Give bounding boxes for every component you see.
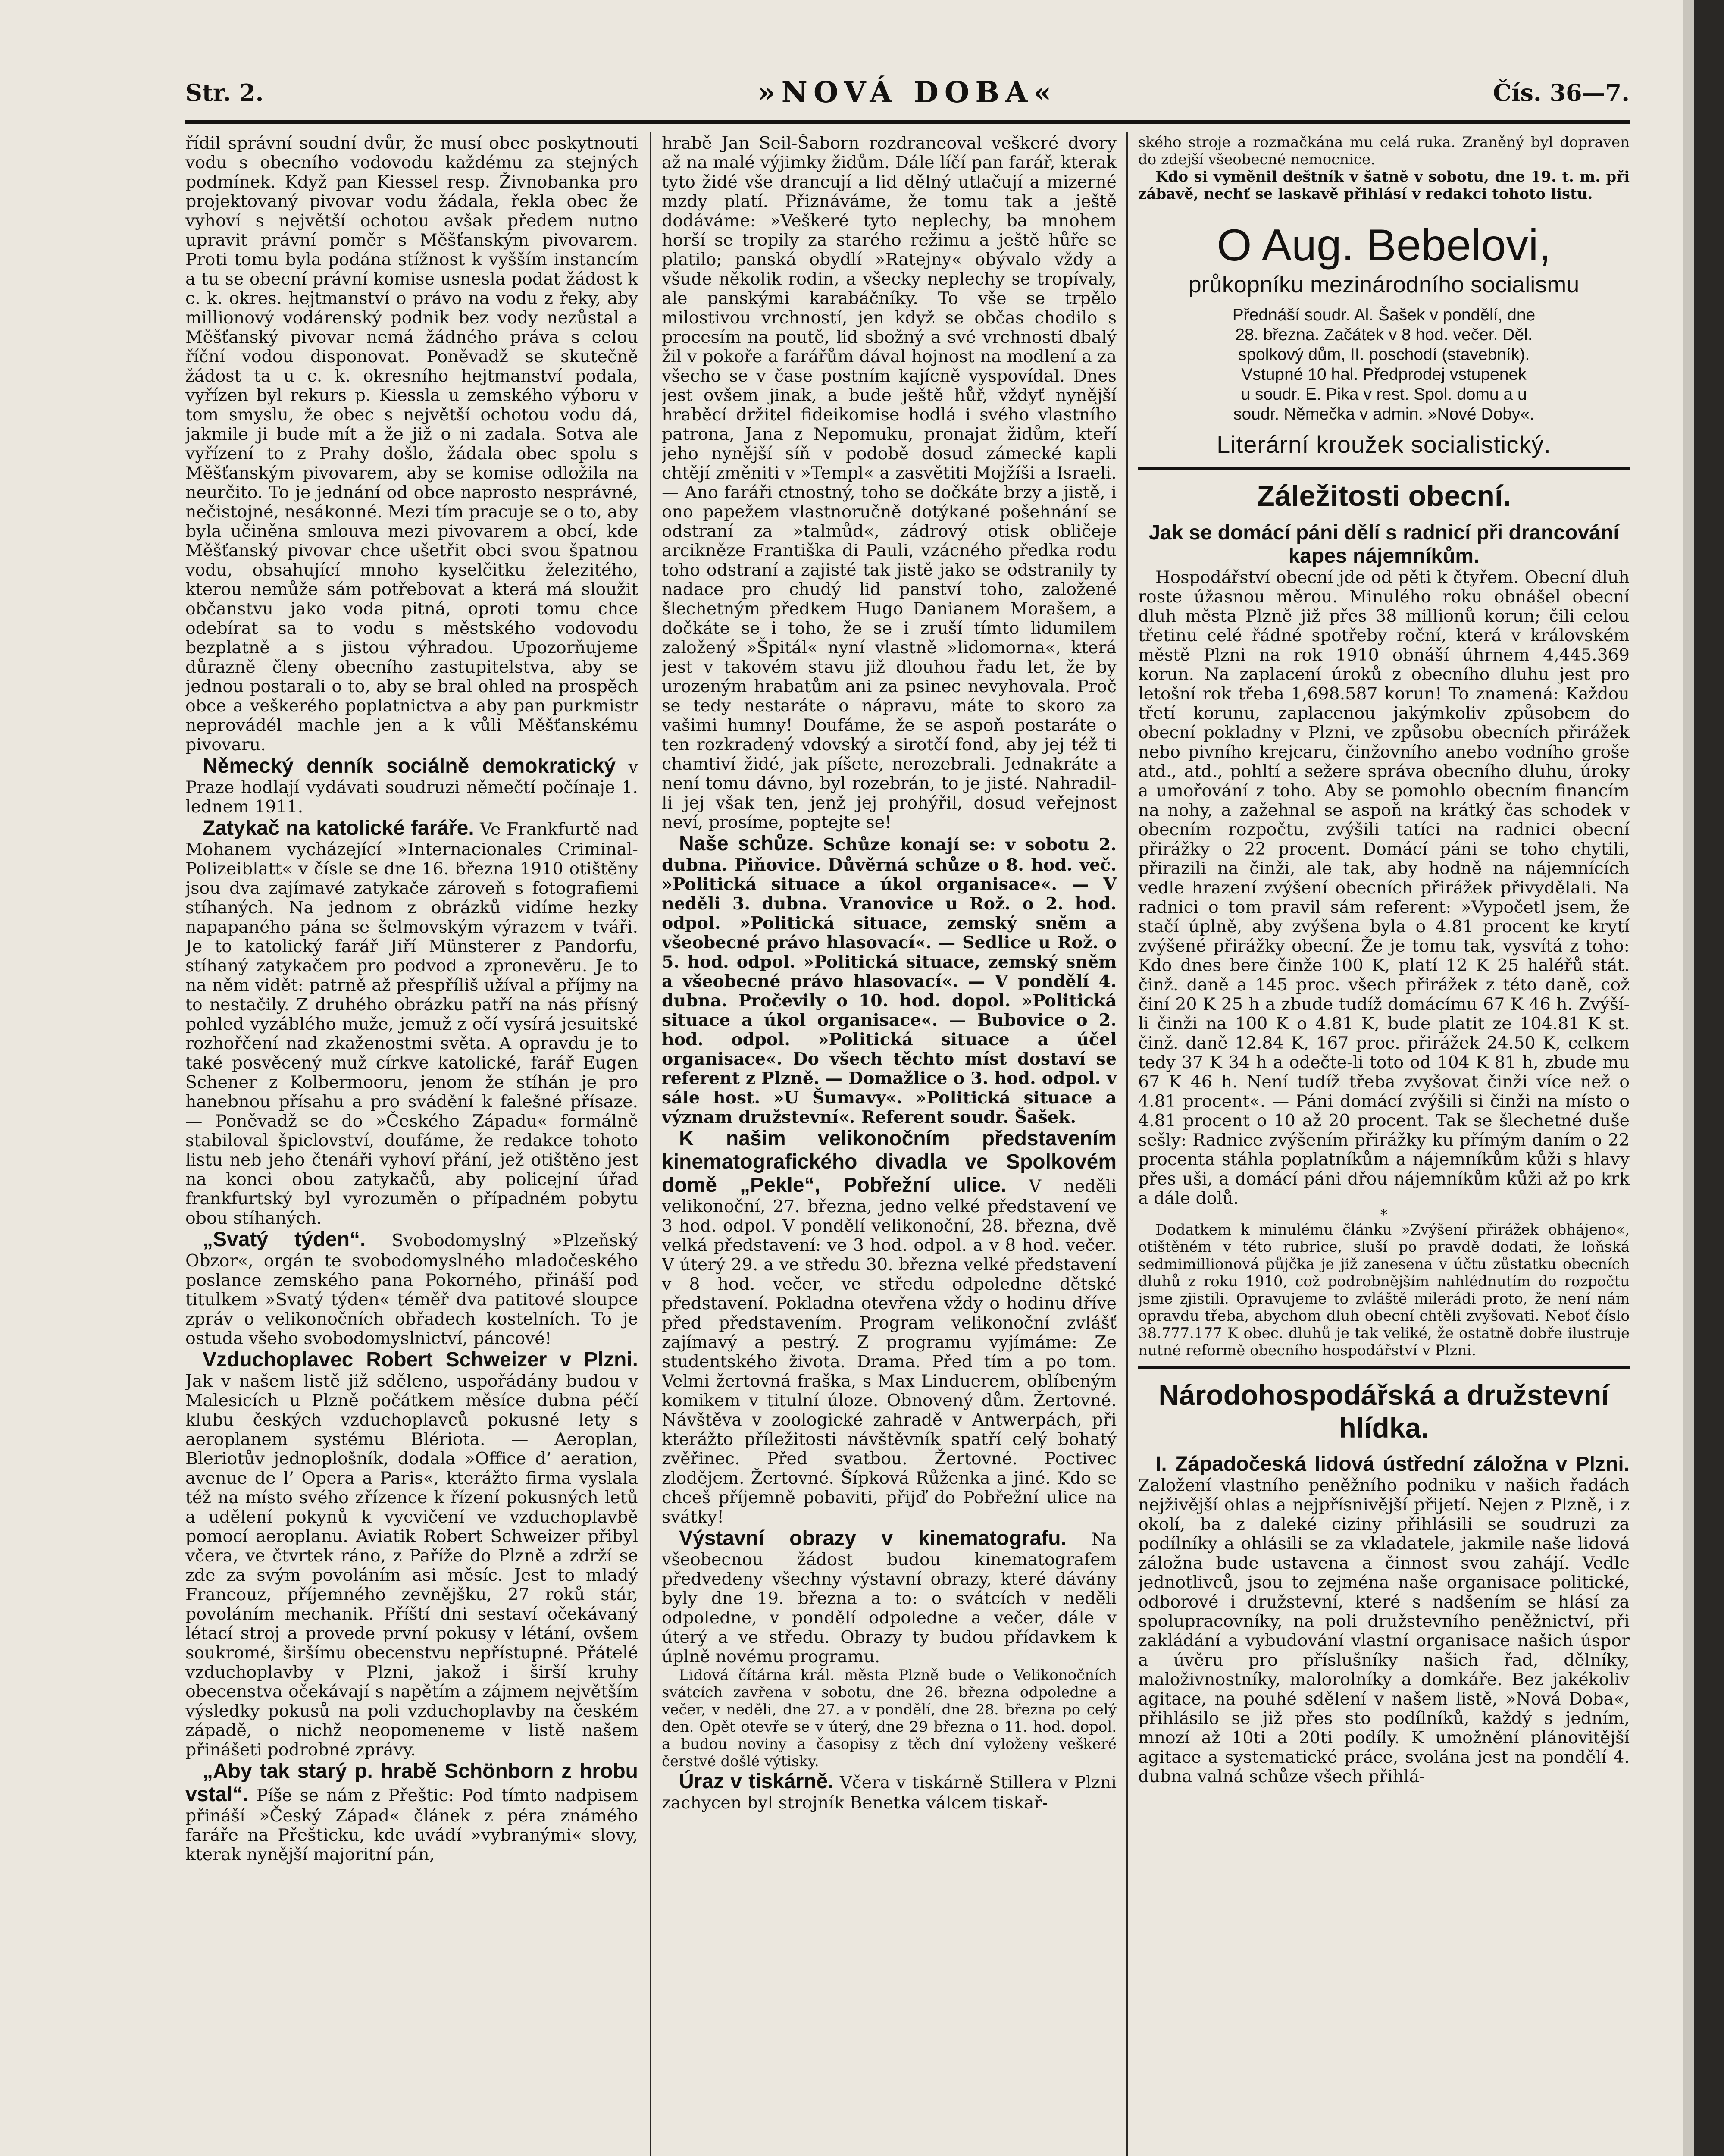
- article-schonborn-continued: hrabě Jan Seil-Šaborn rozdraneoval veškeré dvory až na malé výjimky židům. Dále líčí pan farář, kterak tyto židé vše drancují a lid dělný utlačují a mizerné mzdy platí. Přiznáváme, že tomu tak a ještě dodáváme: »Veškeré tyto neplechy, ba mnohem horší se tropily za starého režimu a ještě hůře se platilo; panská obydlí »Ratejny« obývalo vždy a všude několik rodin, a všecky neplechy se tropívaly, ale panskými karabáčníky. To vše se trpělo milostivou vrchností, jen když se občas chodilo s procesím na poutě, lid sbožný a své vrchnosti dbalý žil v pokoře a farářům dával hojnost na modlení a za všecho se v čase postním kajícně vyspovídal. Dnes jest ovšem jinak, a bude ještě hůř, vždyť nynější hraběcí držitel fideikomise hodlá i svého vlastního patrona, Jana z Nepomuku, pronajat židům, kteří jeho nynější síň v podobě dosud zámecké kapli chtějí změniti v »Templ« a zasvětiti Mojžíši a Israeli. — Ano faráři ctnostný, toho se dočkáte brzy a jistě, i ono papežem vlastnoručně dotýkané pošehnání se odstraní za »talmůd«, zádrový otisk obličeje arcikněze Františka di Pauli, vzácného předka rodu toho odstraní a zajisté tak jistě jako se odstranily ty nadace pro chudý lid panství toho, založené šlechetným předkem Hugo Danianem Morašem, a dočkáte se i toho, že se i zruší tímto lidumilem založený »Špitál« nyní vlastně »lidomorna«, která jest v takovém stavu již dlouhou řadu let, že by urozeným hrabatům ani za psinec nevyhovala. Proč se tedy nestaráte o nápravu, máte to skoro za vašimi humny! Doufáme, že se aspoň postaráte o ten rozkradený vdovský a sirotčí fond, aby jej též ti chamtiví židé, jak píšete, nerozebrali. Jednakráte a není tomu dávno, byl rozebrán, to je jisté. Nahradil-li jej však ten, jenž jej prohýřil, dosud veřejnost neví, prosíme, poptejte se!: [662, 134, 1117, 832]
- column-divider-2: [1126, 132, 1128, 2156]
- article-meetings-body: Schůze konají se: v sobotu 2. dubna. Piňovice. Důvěrná schůze o 8. hod. več. »Politická situace a úkol organisace«. — V neděli 3. dubna. Vranovice u Rož. o 2. hod. odpol. »Politická situace, zemský sněm a všeobecné právo hlasovací«. — Sedlice u Rož. o 5. hod. odpol. »Politická situace, zemský sněm a všeobecné právo hlasovací«. — V pondělí 4. dubna. Pročevily o 10. hod. dopol. »Politická situace a úkol organisace«. — Bubovice o 2. hod. odpol. »Politická situace a účel organisace«. Do všech těchto míst dostaví se referent z Plzně. — Domažlice o 3. hod. odpol. v sále host. »U Šumavy«. »Politická situace a význam družstevní«. Referent soudr. Šašek.: [662, 835, 1117, 1127]
- article-addendum: Dodatkem k minulému článku »Zvýšení přirážek obhájeno«, otištěném v této rubrice, sluší po pravdě dodati, že loňská sedmimillionová půjčka je již zanesena v účtu zůstatku obecních dluhů z roku 1910, což podrobnějším nahlédnutím do rozpočtu jsme zjistili. Opravujeme to zvláště milerádi proto, že není nám opravdu třeba, abychom dluh obecní chtěli zvyšovati. Neboť číslo 38.777.177 K obec. dluhů je tak veliké, že ostatně dobře ilustruje nutné reformě obecního hospodářství v Plzni.: [1138, 1221, 1630, 1359]
- lecture-advert-line: u soudr. E. Pika v rest. Spol. domu a u: [1241, 385, 1527, 404]
- lecture-advert-line: Vstupné 10 hal. Předprodej vstupenek: [1241, 365, 1527, 384]
- notice-umbrella: Kdo si vyměnil deštník v šatně v sobotu, dne 19. t. m. při zábavě, nechť se laskavě přihlásí v redakci tohoto listu.: [1138, 168, 1630, 203]
- lecture-advert-line: soudr. Němečka v admin. »Nové Doby«.: [1233, 405, 1534, 423]
- lecture-advert-subtitle: průkopníku mezinárodního socialismu: [1188, 272, 1580, 298]
- section-rule: [1138, 1366, 1630, 1369]
- issue-number: Čís. 36—7.: [1492, 79, 1630, 107]
- article-exhibition-body: Na všeobecnou žádost budou kinematografem předvedeny všechny výstavní obrazy, které dávány byly dne 19. března a to: o svátcích v neděli odpoledne, v pondělí odpoledne a večer, dále v úterý a ve středu. Obrazy ty budou přídavkem k úplně novému programu.: [662, 1529, 1117, 1667]
- article-exhibition-pictures: [662, 1527, 1117, 1667]
- article-aviator-heading: Vzduchoplavec Robert Schweizer v Plzni.: [203, 1348, 638, 1371]
- article-savings-bank-heading: I. Západočeská lidová ústřední záložna v Plzni.: [1155, 1453, 1630, 1476]
- article-schonborn-body: Píše se nám z Přeštic: Pod tímto nadpisem přináší »Český Západ« článek z péra známého faráře na Přešticku, kde uvádí »vybranými« slovy, kterak nynější majoritní pán,: [185, 1786, 638, 1865]
- lecture-advert: [1138, 220, 1630, 460]
- article-landlords-body: Hospodářství obecní jde od pěti k čtyřem. Obecní dluh roste úžasnou měrou. Minulého roku obnášel obecní dluh města Plzně již přes 38 millionů korun; čili celou třetinu celé řádné spotřeby roční, která v královském městě Plzni na rok 1910 obnáší úhrnem 4,445.369 korun. Na zaplacení úroků z obecního dluhu jest pro letošní rok třeba 1,698.587 korun! To znamená: Každou třetí korunu, zaplacenou jakýmkoliv způsobem do obecní pokladny v Plzni, ve způsobu obecních přirážek nebo pivního krejcaru, činžovního anebo vodního groše atd., atd., pohltí a sežere správa obecního dluhu, úroky a umořování z toho. Aby se pomohlo obecním financím na nohy, a zažehnal se aspoň na krátký čas schodek v obecním rozpočtu, zvýšili tatíci na radnici obecní přirážky o 22 procent. Domácí páni se toho chytili, přirazili na činži, ale tak, aby hodně na nájemnících vedle hrazení zvýšení obecních přirážek přivydělali. Na radnici o tom pravil sám referent: »Vypočetl jsem, že stačí úplně, aby zvýšena byla o 4.81 procent ke krytí zvýšené přirážky obecní. Že je tomu tak, vysvítá z toho: Kdo dnes bere činže 100 K, platí 12 K 25 haléřů stát. činž. daně a 145 proc. všech přirážek z této daně, což činí 20 K 25 h a zbude tudíž domácímu 67 K 46 h. Zvýší-li činži na 100 K o 4.81 K, bude platit ze 104.81 K st. činž. daně 12.84 K, 167 proc. přirážek 24.50 K, celkem tedy 37 K 34 h a odečte-li toto od 104 K 81 h, zbude mu 67 K 46 h. Není tudíž třeba zvyšovat činži více než o 4.81 procent«. — Páni domácí zvýšili si činži na místo o 4.81 procent o 10 až 20 procent. Tak se šlechetné duše sešly: Radnice zvýšením přirážky ku přímým daním o 22 procenta stáhla poplatníkům a nájemníkům kůži s hlavy přes uši, a domácí páni dřou nájemníkům kůži až po krk a dále dolů.: [1138, 567, 1630, 1208]
- article-aviator-body: Jak v našem listě již sděleno, uspořádány budou v Malesicích u Plzně počátkem měsíce dubna péčí klubu českých vzduchoplavců pokusné lety s aeroplanem systému Blériota. — Aeroplan, Bleriotův jednoplošník, dodala »Office d’ aeration, avenue de l’ Opera a Paris«, kterážto firma vyslala též na místo svého zřízence k řízení pokusných letů a udělení pokynů k vycvičení ve vzduchoplavbě pomocí aeroplanu. Aviatik Robert Schweizer přibyl včera, ve čtvrtek ráno, z Paříže do Plzně a zdrží se zde za svým povoláním asi měsíc. Jest to mladý Francouz, příjemného zevnějšku, 27 roků stár, povoláním mechanik. Příští dni sestaví očekávaný létací stroj a provede první pokusy v létání, ovšem soukromé, širšímu obecenstvu nepřístupné. Přátelé vzduchoplavby v Plzni, jakož i širší kruhy obecenstva očekávají s napětím a zájmem největším výsledky pokusů na poli vzduchoplavby na českém západě, o nichž neopomeneme v listě našem přinášeti podrobné zprávy.: [185, 1371, 638, 1760]
- article-accident-heading: Úraz v tiskárně.: [679, 1770, 834, 1793]
- column-1: [185, 134, 638, 2156]
- article-savings-bank-body: Založení vlastního peněžního podniku v našich řadách nejživější ohlas a nejpřísnivější přijetí. Nejen z Plzně, i z okolí, ba z daleké ciziny přihlásili se soudruzi za podílníky a ohlásili se za vkladatele, jakmile naše lidová záložna bude ustavena a činnost svou zahájí. Vedle jednotlivců, jsou to zejména naše organisace politické, odborové i družstevní, které s nadšením se hlásí za spolupracovníky, na poli družstevního peněžnictví, při zakládání a vybudování vlastní organisace našich úspor a úvěru pro příslušníky našich řad, dělníky, maloživnostníky, malorolníky a domkáře. Bez jakékoliv agitace, na pouhé sdělení v našem listě, »Nová Doba«, přihlásilo se již přes sto podílníků, každý s jedním, mnozí až 10ti a 20ti podíly. K umožnění plánovitější agitace a systematické práce, svolána jest na pondělí 4. dubna valná schůze všech přihlá-: [1138, 1476, 1630, 1786]
- page-number: Str. 2.: [185, 79, 264, 107]
- article-schonborn: [185, 1760, 638, 1865]
- article-german-daily-heading: Německý denník sociálně demokratický: [203, 755, 616, 777]
- article-warrant-body: Ve Frankfurtě nad Mohanem vycházející »Internacionales Criminal-Polizeiblatt« v čísle se dne 16. března 1910 otištěny jsou dva zajímavé zatykače zároveň s fotografiemi stíhaných. Na jednom z obrázků vidíme hezky napapaného pána se šelmovským výrazem v tváři. Je to katolický farář Jiří Münsterer z Pandorfu, stíhaný zatykačem pro podvod a zpronevěru. Je to na něm vidět: patrně až přespříliš užíval a příjmy na to nestačily. Z druhého obrázku patří na nás přísný pohled vyzáblého muže, jemuž z očí vysírá jesuitské rozhořčení nad zkaženostmi světa. A opravdu je to také posvěcený muž církve katolické, farář Eugen Schener z Kolbermooru, jenom že stíhán je pro hanebnou přísahu a pro svádění k falešné přísaze. — Poněvadž se do »Českého Západu« formálně stabiloval špiclovství, doufáme, že redakce tohoto listu neb jeho čtenáři vyhoví přání, jež otištěno jest na konci obou zatykačů, aby policejní úřad frankfurtský byl vyrozuměn o případném pobytu obou stíhaných.: [185, 819, 638, 1228]
- article-cinema-body: V neděli velikonoční, 27. března, jedno velké představení ve 3 hod. odpol. V pondělí velikonoční, 28. března, dvě velká představení: ve 3 hod. odpol. a v 8 hod. večer. V úterý 29. a ve středu 30. března velké představení v 8 hod. večer, ve středu odpoledne dětské představení. Pokladna otevřena vždy o hodinu dříve před představením. Program velikonoční zvlášť zajímavý a pestrý. Z programu vyjímáme: Ze studentského života. Drama. Před tím a po tom. Velmi žertovná fraška, s Max Linduerem, oblíbeným komikem v titulní úloze. Obnovený dům. Žertovné. Návštěva v zoologické zahradě v Antwerpách, při kterážto příležitosti návštěvník spatří celý bohatý zvěřinec. Před svatbou. Žertovné. Poctivec zlodějem. Žertovné. Šípková Růženka a jiné. Kdo se chceš příjemně pobaviti, přijď do Pobřežní ulice na svátky!: [662, 1176, 1117, 1527]
- article-reading-room: Lidová čítárna král. města Plzně bude o Velikonočních svátcích zavřena v sobotu, dne 26. března odpoledne a večer, v neděli, dne 27. a v pondělí, dne 28. března po celý den. Opět otevře se v úterý, dne 29 března o 11. hod. dopol. a budou noviny a časopisy z těch dní vyloženy veškeré čerstvé došlé výtisky.: [662, 1667, 1117, 1770]
- article-schonborn-heading: „Aby tak starý p. hrabě Schönborn z hrobu vstal“.: [185, 1760, 638, 1806]
- header-rule: [185, 120, 1630, 124]
- lecture-advert-line: spolkový dům, II. poschodí (stavebník).: [1238, 345, 1530, 364]
- lecture-advert-line: Přednáší soudr. Al. Šašek v pondělí, dne: [1232, 306, 1536, 324]
- article-landlords-heading-wrap: [1138, 521, 1630, 568]
- separator-star: *: [1380, 1206, 1387, 1223]
- column-divider-1: [650, 132, 651, 2156]
- article-cinema-heading: K našim velikonočním představením kinematografického divadla ve Spolkovém domě „Pekle“, Pobřežní ulice.: [662, 1127, 1117, 1197]
- article-warrant-heading: Zatykač na katolické faráře.: [203, 817, 474, 840]
- article-holy-week-heading: „Svatý týden“.: [203, 1228, 366, 1251]
- article-german-daily: [185, 755, 638, 817]
- page-edge: [1694, 0, 1724, 2156]
- column-2: [662, 134, 1117, 2156]
- column-3: [1138, 134, 1630, 2156]
- article-warrant: [185, 817, 638, 1228]
- article-accident-continued: ského stroje a rozmačkána mu celá ruka. Zraněný byl dopraven do zdejší všeobecné nemocnice.: [1138, 134, 1630, 168]
- article-water-continued: řídil správní soudní dvůr, že musí obec poskytnouti vodu s obecního vodovodu každému za stejných podmínek. Když pan Kiessel resp. Živnobanka pro projektovaný pivovar vodu žádala, řekla obec že vyhoví s největší ochotou avšak předem nutno upravit právní poměr s Měšťanským pivovarem. Proti tomu byla podána stížnost k vyšším instancím a tu se obecní právní komise usnesla podat žádost k c. k. okres. hejtmanství o právo na vodu z řeky, aby millionový vodárenský podnik bez vody nezůstal a Měšťanský pivovar nemá žádného práva s celou říční vodou disponovat. Poněvadž se skutečně žádost ta u c. k. okresního hejtmanství podala, vyřízen byl rekurs p. Kiessla u zemského výboru v tom smyslu, že obec s největší ochotou vodu dá, jakmile ji bude mít a že již o ni zadala. Sotva ale vyřízení to z Prahy došlo, žádala obec spolu s Měšťanským pivovarem, aby se komise odložila na neurčito. To je jednání od obce naprosto nesprávné, nečistojné, nesákonné. Mezi tím pracuje se o to, aby byla učiněna smlouva mezi pivovarem a obcí, kde Měšťanský pivovar chce ušetřit obci svou špatnou vodu, obsahující mnoho kyselčitku železitého, kterou nemůže sám potřebovat a která má sloužit občanstvu jako voda pitná, oproti tomu chce odebírat sa to vodu s městského vodovodu bezplatně a s jistou výhradou. Upozorňujeme důrazně členy obecního zastupitelstva, aby se jednou postarali o to, aby se bral ohled na prospěch obce a veškerého poplatnictva a aby pan purkmistr neprovádél machle jen a k vůli Měšťanskému pivovaru.: [185, 134, 638, 755]
- page-header: [185, 75, 1630, 114]
- page-shadow-strip: [1683, 0, 1696, 2156]
- article-accident: [662, 1770, 1117, 1813]
- article-landlords-heading: Jak se domácí páni dělí s radnicí při drancování kapes nájemníkům.: [1148, 521, 1619, 567]
- article-aviator: [185, 1348, 638, 1760]
- article-meetings: [662, 832, 1117, 1127]
- section-municipal-affairs: Záležitosti obecní.: [1257, 479, 1511, 512]
- lecture-advert-organizer: Literární kroužek socialistický.: [1217, 431, 1551, 458]
- article-savings-bank: [1138, 1453, 1630, 1786]
- article-accident-body: Včera v tiskárně Stillera v Plzni zachycen byl strojník Benetka válcem tiskař-: [662, 1773, 1117, 1813]
- article-german-daily-body: v Praze hodlají vydávati soudruzi němečtí počínaje 1. lednem 1911.: [185, 757, 638, 817]
- section-economic-watch: Národohospodářská a družstevní hlídka.: [1158, 1379, 1609, 1444]
- article-exhibition-heading: Výstavní obrazy v kinematografu.: [679, 1527, 1067, 1550]
- article-meetings-heading: Naše schůze.: [679, 832, 814, 855]
- article-cinema: [662, 1127, 1117, 1527]
- section-rule: [1138, 467, 1630, 470]
- article-holy-week-body: Svobodomyslný »Plzeňský Obzor«, orgán te svobodomyslného mladočeského poslance zemského pana Pokorného, přináší pod titulkem »Svatý týden« téměř dva patitové sloupce zpráv o velikonočních obřadech kostelních. To je ostuda všeho svobodomyslnictví, páncové!: [185, 1231, 638, 1348]
- article-holy-week: [185, 1228, 638, 1348]
- lecture-advert-line: 28. března. Začátek v 8 hod. večer. Děl.: [1235, 326, 1533, 344]
- masthead: »NOVÁ DOBA«: [757, 75, 1058, 109]
- lecture-advert-title: O Aug. Bebelovi,: [1217, 220, 1551, 270]
